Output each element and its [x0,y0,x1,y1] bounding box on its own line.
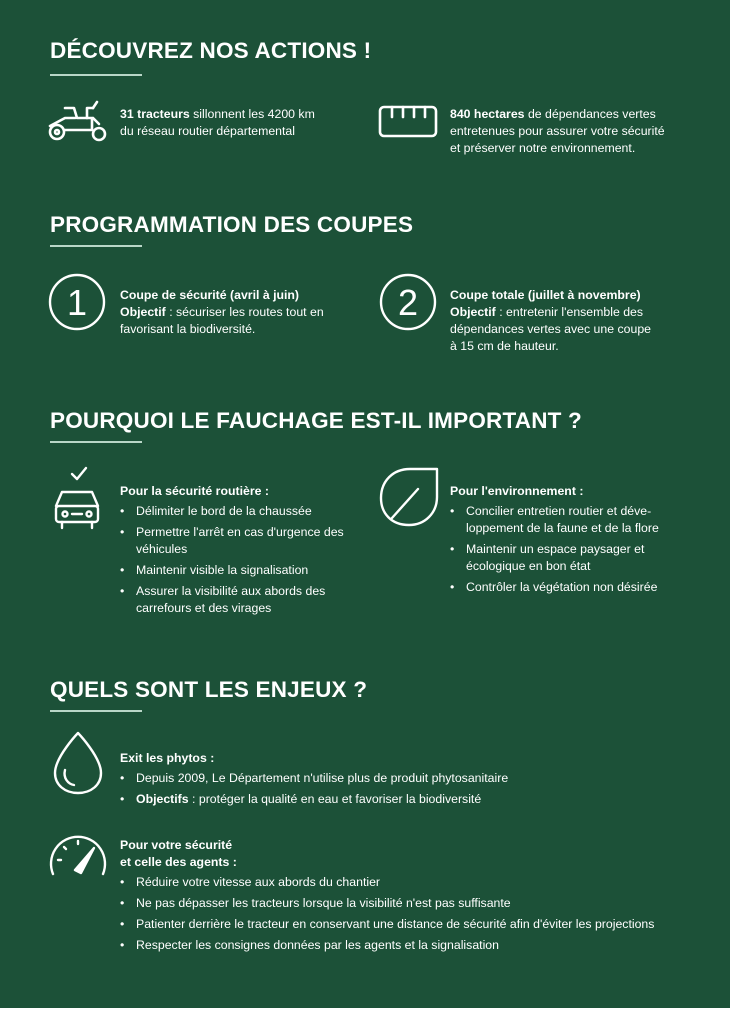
securite-list [120,503,365,617]
list-item: • Respecter les consignes données par les agents et la signalisation [120,937,660,954]
list-item: • Concilier entretien routier et déve-loppement de la faune et de la flore [450,503,690,537]
title-underline [50,245,142,247]
phytos-heading: Exit les phytos : [120,751,215,765]
hectares-desc-2: entretenues pour assurer votre sécurité [450,124,665,138]
hectares-desc-3: et préserver notre environnement. [450,141,636,155]
objectif-text-2: favorisant la biodiversité. [120,322,256,336]
list-item: • Ne pas dépasser les tracteurs lorsque la visibilité n'est pas suffisante [120,895,660,912]
objectifs-text: : protéger la qualité en eau et favoriser la biodiversité [188,792,482,806]
section-title-actions: DÉCOUVREZ NOS ACTIONS ! [50,38,372,63]
securite-routiere-block [120,483,365,621]
list-item: • Depuis 2009, Le Département n'utilise plus de produit phytosanitaire [120,770,508,787]
list-item: • Permettre l'arrêt en cas d'urgence des véhicules [120,524,365,558]
list-item: • Assurer la visibilité aux abords des carrefours et des virages [120,583,365,617]
agents-list [120,874,660,954]
tractors-desc-2: du réseau routier départemental [120,124,295,138]
car-check-icon [52,464,104,535]
agents-heading-line2: et celle des agents : [120,855,237,869]
section-title-coupes: PROGRAMMATION DES COUPES [50,212,414,237]
number-one-circle-icon [47,272,107,337]
hectares-text [450,106,665,157]
ruler-icon [378,104,440,145]
list-item: • Patienter derrière le tracteur en conservant une distance de sécurité afin d'éviter les projections [120,916,660,933]
objectifs-label: Objectifs [136,792,189,806]
coupe-totale-title: Coupe totale (juillet à novembre) [450,288,641,302]
agents-heading-line1: Pour votre sécurité [120,838,233,852]
objectif-label: Objectif [450,305,496,319]
hectares-count: 840 hectares [450,107,525,121]
environnement-block [450,483,690,600]
phytos-list [120,770,508,808]
speedometer-icon [47,830,109,883]
coupe-securite-text [120,287,324,338]
tractors-text [120,106,315,140]
tractor-icon [47,98,109,151]
title-underline [50,710,142,712]
water-drop-icon [52,730,104,801]
objectif-text: : entretenir l'ensemble des [495,305,644,319]
number-two-circle-icon [378,272,438,337]
coupe-number-1: 1 [66,282,88,323]
title-underline [50,74,142,76]
environnement-list [450,503,690,596]
objectif-label: Objectif [120,305,166,319]
list-item [120,791,508,808]
title-underline [50,441,142,443]
section-title-pourquoi: POURQUOI LE FAUCHAGE EST-IL IMPORTANT ? [50,408,582,433]
list-item: • Maintenir visible la signalisation [120,562,365,579]
coupe-securite-title: Coupe de sécurité (avril à juin) [120,288,300,302]
list-item: • Contrôler la végétation non désirée [450,579,690,596]
objectif-text-2: dépendances vertes avec une coupe [450,322,651,336]
list-item: • Réduire votre vitesse aux abords du chantier [120,874,660,891]
coupe-number-2: 2 [397,282,419,323]
leaf-icon [378,466,440,533]
objectif-text: : sécuriser les routes tout en [165,305,324,319]
hectares-desc: de dépendances vertes [524,107,656,121]
coupe-totale-text [450,287,651,355]
list-item: • Maintenir un espace paysager et écologique en bon état [450,541,690,575]
list-item: • Délimiter le bord de la chaussée [120,503,365,520]
tractors-count: 31 tracteurs [120,107,190,121]
phytos-block [120,750,508,812]
objectif-text-3: à 15 cm de hauteur. [450,339,559,353]
tractors-desc: sillonnent les 4200 km [189,107,315,121]
section-title-enjeux: QUELS SONT LES ENJEUX ? [50,677,368,702]
agents-block [120,837,660,958]
environnement-heading: Pour l'environnement : [450,484,584,498]
securite-heading: Pour la sécurité routière : [120,484,269,498]
